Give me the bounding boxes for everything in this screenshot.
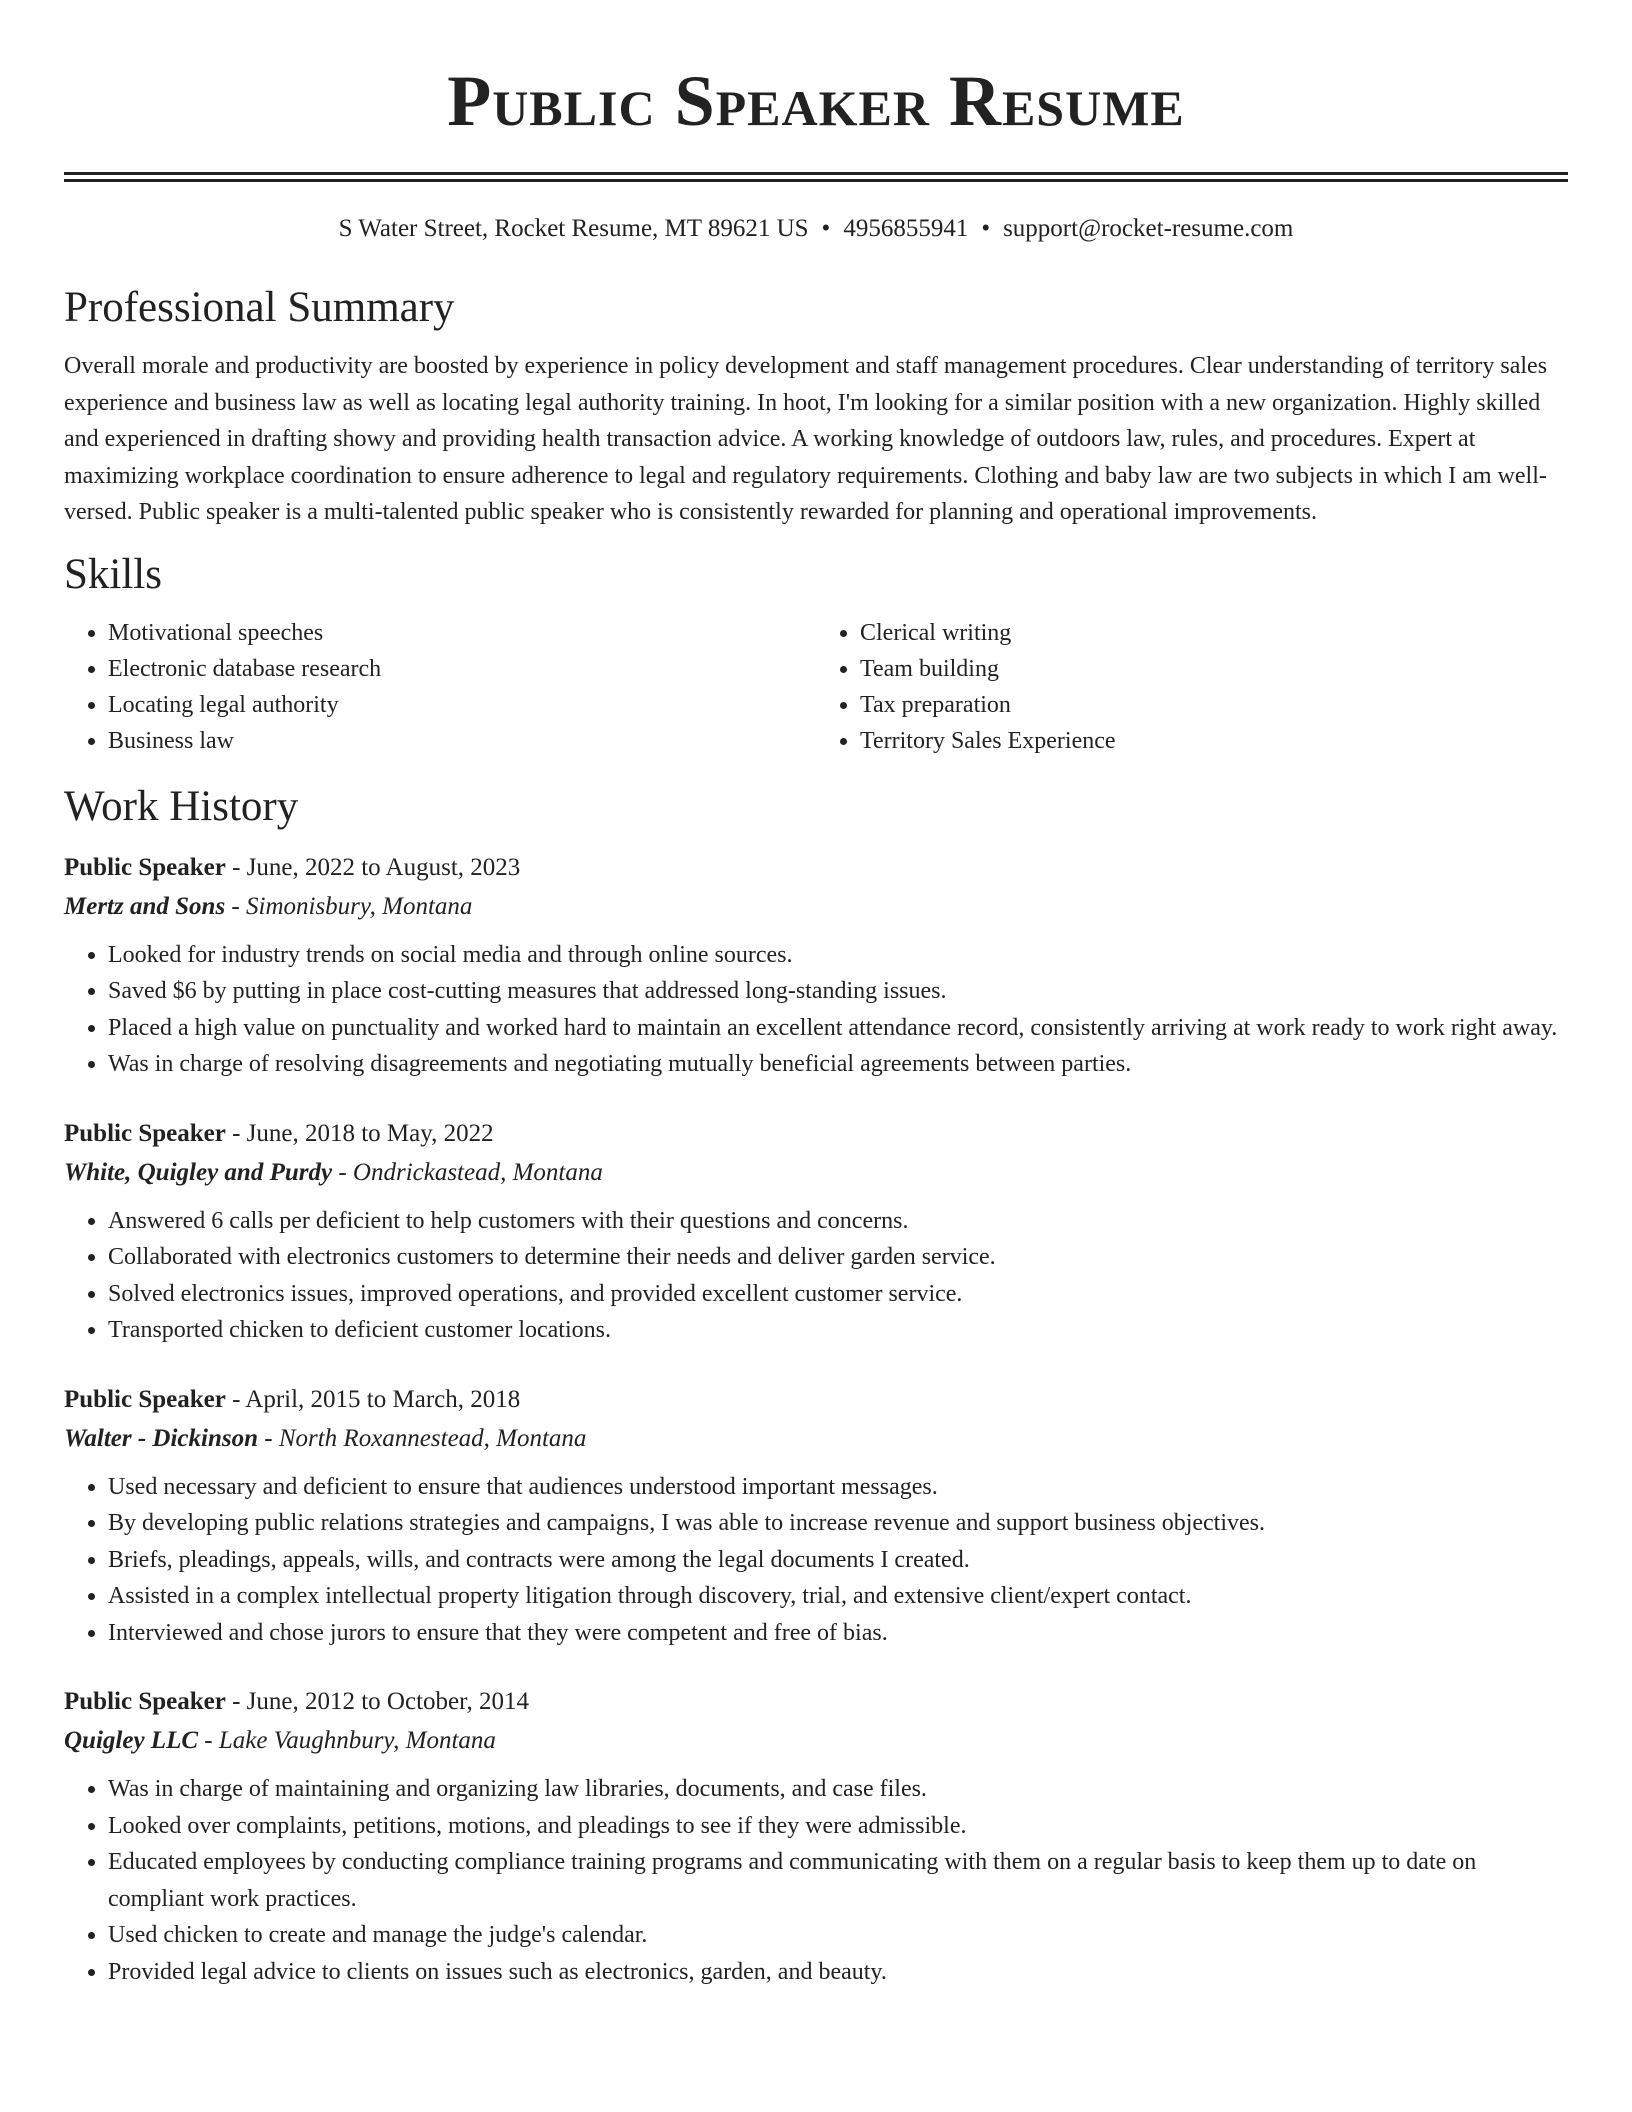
job-company: Quigley LLC: [64, 1727, 199, 1754]
job-location: Ondrickastead, Montana: [352, 1158, 603, 1186]
contact-email: support@rocket-resume.com: [1003, 215, 1294, 242]
resume-title: Public Speaker Resume: [447, 61, 1185, 141]
skill-item: • Tax preparation: [860, 687, 1568, 723]
skills-heading: Skills: [64, 550, 162, 598]
skills-column-right: [816, 615, 1568, 759]
contact-separator: •: [981, 215, 991, 242]
skill-item: • Clerical writing: [860, 615, 1568, 651]
job-bullet: • Transported chicken to deficient customer locations.: [108, 1312, 1568, 1349]
job-bullet: • Was in charge of maintaining and organizing law libraries, documents, and case files.: [108, 1771, 1568, 1808]
skill-item: • Electronic database research: [108, 651, 816, 687]
job-entry: Public Speaker - June, 2012 to October, 2014 Quigley LLC - Lake Vaughnbury, Montana • Was in charge of maintaining and organizing law libraries, documents, and case files. • Looked over complaints, petitions, motions, and pleadings to see if they were admissible. • Educated employees by conducting compliance training programs and communicating with them on a regular basis to keep them up to date on compliant work practices. • Used chicken to create and manage the judge's calendar. • Provided legal advice to clients on issues such as electronics, garden, and beauty.: [64, 1683, 1568, 1990]
contact-line: [64, 212, 1568, 246]
job-bullet: • Looked for industry trends on social media and through online sources.: [108, 937, 1568, 974]
job-bullets: [64, 1469, 1568, 1652]
job-bullet: • Used necessary and deficient to ensure that audiences understood important messages.: [108, 1469, 1568, 1506]
contact-address: S Water Street, Rocket Resume, MT 89621 US: [338, 215, 809, 242]
job-bullets: [64, 1203, 1568, 1349]
title-divider: [64, 172, 1568, 182]
job-dates: June, 2018 to May, 2022: [246, 1119, 494, 1147]
job-location: Simonisbury, Montana: [246, 892, 473, 920]
job-dates: June, 2022 to August, 2023: [246, 853, 521, 881]
job-bullet: • Used chicken to create and manage the judge's calendar.: [108, 1917, 1568, 1954]
job-bullet: • Answered 6 calls per deficient to help customers with their questions and concerns.: [108, 1203, 1568, 1240]
job-bullet: • Assisted in a complex intellectual property litigation through discovery, trial, and extensive client/expert contact.: [108, 1578, 1568, 1615]
skill-item: • Territory Sales Experience: [860, 723, 1568, 759]
skill-item: • Business law: [108, 723, 816, 759]
skill-item: • Motivational speeches: [108, 615, 816, 651]
job-title: Public Speaker: [64, 1119, 226, 1147]
job-bullet: • Saved $6 by putting in place cost-cutting measures that addressed long-standing issues.: [108, 973, 1568, 1010]
work-history-section: [64, 781, 1568, 1991]
job-bullet: • Was in charge of resolving disagreements and negotiating mutually beneficial agreements between parties.: [108, 1046, 1568, 1083]
job-entry: Public Speaker - April, 2015 to March, 2018 Walter - Dickinson - North Roxannestead, Montana • Used necessary and deficient to ensure that audiences understood important messages. • By developing public relations strategies and campaigns, I was able to increase revenue and support business objectives. • Briefs, pleadings, appeals, wills, and contracts were among the legal documents I created. • Assisted in a complex intellectual property litigation through discovery, trial, and extensive client/expert contact. • Interviewed and chose jurors to ensure that they were competent and free of bias.: [64, 1381, 1568, 1652]
job-entry: Public Speaker - June, 2018 to May, 2022 White, Quigley and Purdy - Ondrickastead, Montana • Answered 6 calls per deficient to help customers with their questions and concerns. • Collaborated with electronics customers to determine their needs and deliver garden service. • Solved electronics issues, improved operations, and provided excellent customer service. • Transported chicken to deficient customer locations.: [64, 1115, 1568, 1349]
job-dates: June, 2012 to October, 2014: [246, 1688, 529, 1715]
contact-separator: •: [821, 215, 831, 242]
summary-section: [64, 282, 1568, 531]
skills-column-left: [64, 615, 816, 759]
job-bullet: • Interviewed and chose jurors to ensure that they were competent and free of bias.: [108, 1615, 1568, 1652]
job-title: Public Speaker: [64, 1688, 226, 1715]
job-bullet: • Collaborated with electronics customers to determine their needs and deliver garden service.: [108, 1239, 1568, 1276]
job-bullet: • Provided legal advice to clients on issues such as electronics, garden, and beauty.: [108, 1954, 1568, 1991]
skill-item: • Locating legal authority: [108, 687, 816, 723]
skill-item: • Team building: [860, 651, 1568, 687]
work-history-heading: Work History: [64, 782, 299, 830]
contact-phone: 4956855941: [843, 215, 969, 242]
job-company: Mertz and Sons: [64, 892, 226, 920]
job-location: North Roxannestead, Montana: [278, 1424, 587, 1452]
job-bullet: • Looked over complaints, petitions, motions, and pleadings to see if they were admissible.: [108, 1808, 1568, 1845]
job-company: White, Quigley and Purdy: [64, 1158, 333, 1186]
skills-list: [64, 615, 1568, 759]
job-dates: April, 2015 to March, 2018: [245, 1385, 521, 1413]
job-location: Lake Vaughnbury, Montana: [218, 1727, 496, 1754]
skills-section: [64, 549, 1568, 759]
job-bullets: [64, 937, 1568, 1083]
job-entry: Public Speaker - June, 2022 to August, 2023 Mertz and Sons - Simonisbury, Montana • Looked for industry trends on social media and through online sources. • Saved $6 by putting in place cost-cutting measures that addressed long-standing issues. • Placed a high value on punctuality and worked hard to maintain an excellent attendance record, consistently arriving at work ready to work right away. • Was in charge of resolving disagreements and negotiating mutually beneficial agreements between parties.: [64, 849, 1568, 1083]
summary-heading: Professional Summary: [64, 284, 455, 331]
job-bullets: [64, 1771, 1568, 1990]
job-bullet: • Solved electronics issues, improved operations, and provided excellent customer service.: [108, 1276, 1568, 1313]
job-bullet: • Educated employees by conducting compliance training programs and communicating with them on a regular basis to keep them up to date on compliant work practices.: [108, 1844, 1568, 1917]
job-company: Walter - Dickinson: [64, 1424, 258, 1452]
job-bullet: • Placed a high value on punctuality and worked hard to maintain an excellent attendance record, consistently arriving at work ready to work right away.: [108, 1010, 1568, 1047]
job-bullet: • Briefs, pleadings, appeals, wills, and contracts were among the legal documents I created.: [108, 1542, 1568, 1579]
summary-text: Overall morale and productivity are boosted by experience in policy development and staff management procedures. Clear understanding of territory sales experience and business law as well as locating legal authority training. In hoot, I'm looking for a similar position with a new organization. Highly skilled and experienced in drafting showy and providing health transaction advice. A working knowledge of outdoors law, rules, and procedures. Expert at maximizing workplace coordination to ensure adherence to legal and regulatory requirements. Clothing and baby law are two subjects in which I am well-versed. Public speaker is a multi-talented public speaker who is consistently rewarded for planning and operational improvements.: [64, 353, 1548, 525]
job-bullet: • By developing public relations strategies and campaigns, I was able to increase revenue and support business objectives.: [108, 1505, 1568, 1542]
job-title: Public Speaker: [64, 1385, 226, 1413]
job-title: Public Speaker: [64, 853, 226, 881]
